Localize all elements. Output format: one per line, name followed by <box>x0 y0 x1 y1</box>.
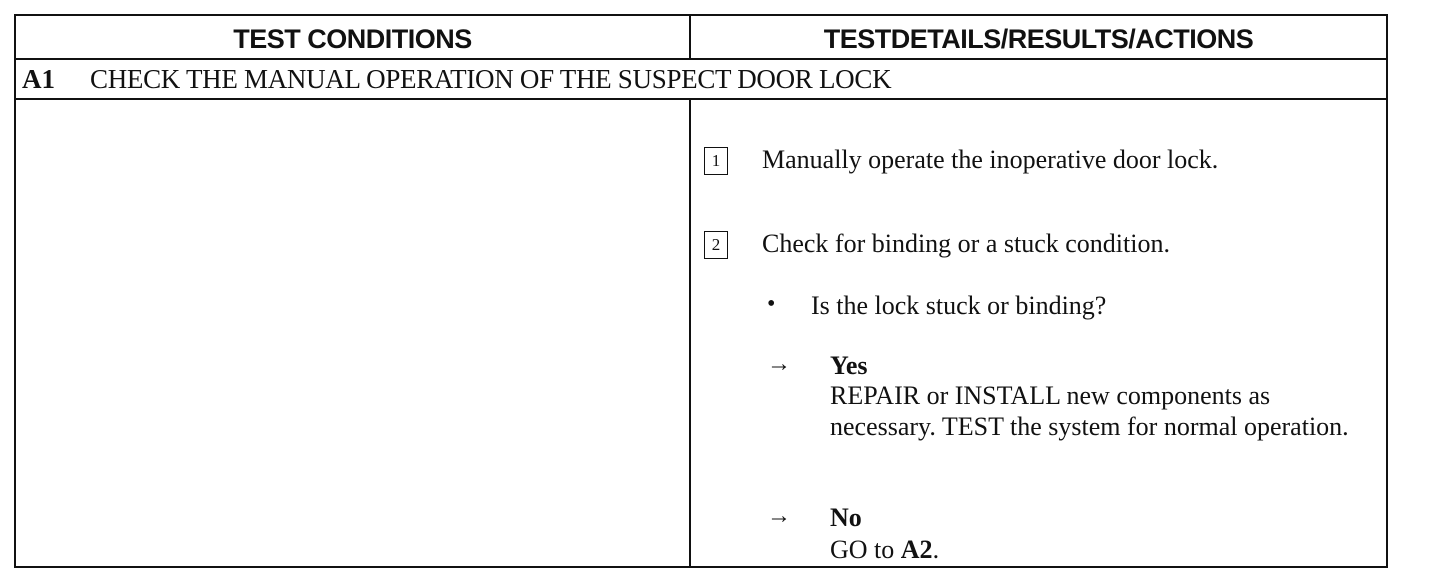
answer-yes-text: REPAIR or INSTALL new components as necessary. TEST the system for normal operation. <box>830 381 1349 441</box>
step-title: CHECK THE MANUAL OPERATION OF THE SUSPECT DOOR LOCK <box>90 64 892 94</box>
diagnostic-table <box>14 14 1388 568</box>
test-conditions-cell <box>16 100 691 566</box>
step-id: A1 <box>22 64 55 94</box>
right-arrow-icon: → <box>767 503 791 529</box>
step-number-box-2: 2 <box>704 231 728 259</box>
test-details-cell <box>691 100 1386 566</box>
answer-no-label: No <box>830 503 862 532</box>
table-header-row <box>16 16 1386 60</box>
answer-no-prefix: GO to <box>830 535 901 564</box>
header-test-conditions: TEST CONDITIONS <box>16 16 691 58</box>
step-title-row <box>16 60 1386 100</box>
right-arrow-icon: → <box>767 351 791 377</box>
instruction-2: Check for binding or a stuck condition. <box>762 229 1170 258</box>
header-test-details: TESTDETAILS/RESULTS/ACTIONS <box>823 24 1254 54</box>
answer-no-target: A2 <box>900 535 933 564</box>
step-number-box-1: 1 <box>704 147 728 175</box>
answer-no-text <box>830 534 1370 565</box>
answer-yes-label: Yes <box>830 351 868 380</box>
question-text: Is the lock stuck or binding? <box>811 291 1107 320</box>
bullet-icon: • <box>767 291 776 317</box>
answer-no-suffix: . <box>932 535 940 564</box>
instruction-1: Manually operate the inoperative door lock. <box>762 145 1219 174</box>
